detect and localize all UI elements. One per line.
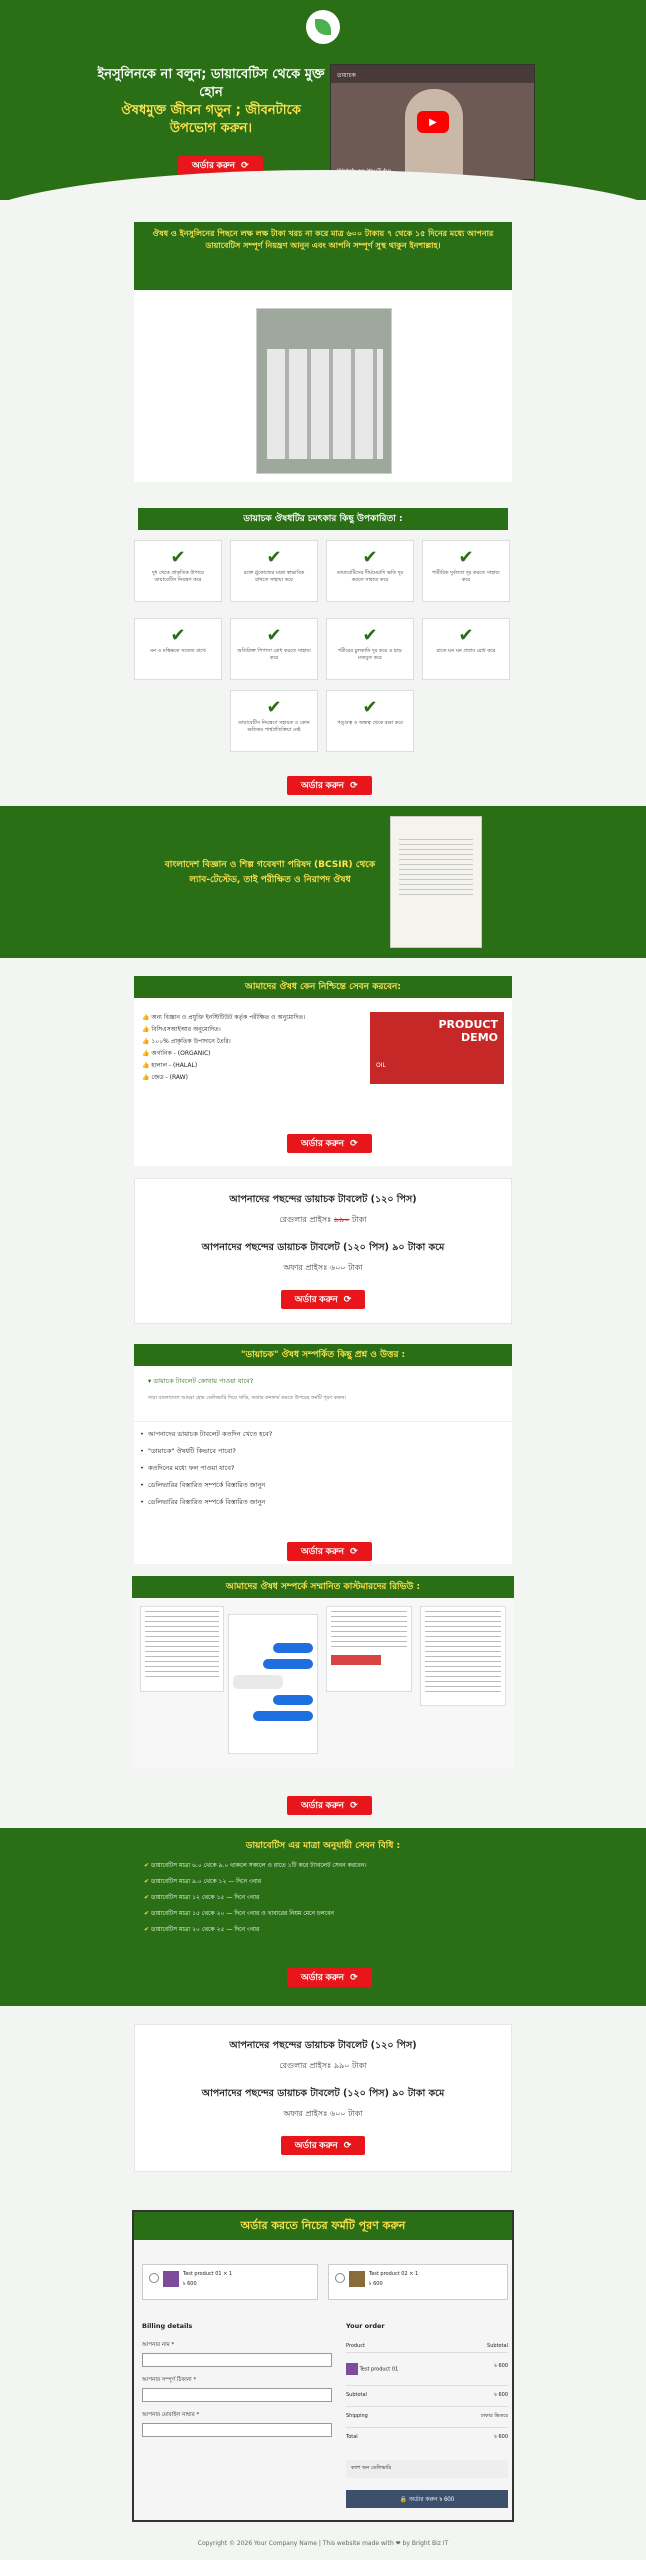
reviews-collage: [132, 1598, 514, 1768]
cart-icon: ⟳: [350, 780, 358, 790]
offer2-line2: আপনাদের পছন্দের ডায়াচক টাবলেট (১২০ পিস) ৯০ টাকা কমে: [201, 2088, 445, 2099]
why-list: [142, 1012, 362, 1084]
why-heading: আমাদের ঔষধ কেন নিশ্চিন্তে সেবন করবেন:: [134, 976, 512, 998]
check-icon: ✔: [266, 547, 282, 568]
order-title: Your order: [346, 2322, 385, 2330]
offer1-order-button[interactable]: অর্ডার করুন ⟳: [281, 1290, 366, 1309]
benefit-item: [230, 540, 318, 602]
thumbs-up-icon: 👍: [142, 1038, 150, 1045]
faq-question[interactable]: • ডেলিভারির বিস্তারিত সম্পর্কে বিস্তারিত জানুন: [134, 1494, 512, 1511]
why-item: 👍 ১০০% প্রাকৃতিক উপাদানে তৈরি।: [142, 1038, 231, 1045]
benefit-item: [230, 690, 318, 752]
check-icon: ✔: [170, 547, 186, 568]
name-input[interactable]: [142, 2353, 332, 2367]
rules-list: [144, 1858, 524, 1938]
offer2-line1: আপনাদের পছন্দের ডায়াচক টাবলেট (১২০ পিস): [229, 2040, 417, 2051]
name-label: আপনার নাম *: [142, 2342, 175, 2348]
check-icon: ✔: [362, 697, 378, 718]
product-radio[interactable]: [149, 2273, 159, 2283]
video-thumbnail-person: [405, 89, 463, 181]
cart-icon: ⟳: [241, 160, 249, 170]
youtube-video[interactable]: [330, 64, 535, 180]
checkout-section: [132, 2210, 514, 2522]
thumbs-up-icon: 👍: [142, 1014, 150, 1021]
check-icon: ✔: [362, 625, 378, 646]
cart-icon: ⟳: [350, 1972, 358, 1982]
benefit-item: [326, 690, 414, 752]
rule-item: ✔ ডায়াবেটিস মাত্রা ৬.০ থেকে ৯.০ থাকলে সকালে ও রাতে ১টি করে ট্যাবলেট সেবন করবেন।: [144, 1862, 367, 1869]
play-icon[interactable]: ▶: [417, 111, 449, 133]
offer1-line1: আপনাদের পছন্দের ডায়াচক টাবলেট (১২০ পিস): [229, 1194, 417, 1205]
footer-text: Copyright © 2026 Your Company Name | This website made with ❤ by Bright Biz IT: [197, 2540, 449, 2547]
faq-heading: "ডায়াচক" ঔষধ সম্পর্কিত কিছু প্রশ্ন ও উত্তর :: [134, 1344, 512, 1366]
offer-card-2: [134, 2024, 512, 2172]
benefit-item: [422, 618, 510, 680]
certificate-section: [0, 806, 646, 958]
benefit-text: দুধ থেকে প্রাকৃতিক উপায়ে ডায়াবেটিস নিয়ন্ত্রণ করে: [151, 570, 205, 583]
phone-label: আপনার মোবাইল নাম্বার *: [142, 2412, 200, 2418]
certificate-text: বাংলাদেশ বিজ্ঞান ও শিল্প গবেষণা পরিষদ (BCSIR) থেকে ল্যাব-টেস্টেড, তাই পরীক্ষিত ও নিরাপদ ঔষধ: [164, 860, 376, 885]
phone-input[interactable]: [142, 2423, 332, 2437]
rule-item: ✔ ডায়াবেটিস মাত্রা ২০ থেকে ২৫ — দিনে ৩বার: [144, 1926, 260, 1933]
rules-order-button[interactable]: অর্ডার করুন ⟳: [287, 1968, 372, 1987]
product-image: [256, 308, 392, 474]
offer1-line2: আপনাদের পছন্দের ডায়াচক টাবলেট (১২০ পিস) ৯০ টাকা কমে: [201, 1242, 445, 1253]
thumbs-up-icon: 👍: [142, 1062, 150, 1069]
payment-method[interactable]: ক্যাশ অন ডেলিভারি: [346, 2460, 508, 2478]
product-radio[interactable]: [335, 2273, 345, 2283]
certificate-image: [390, 816, 482, 948]
check-circle-icon: ✔: [144, 1910, 150, 1917]
cart-icon: ⟳: [350, 1800, 358, 1810]
check-circle-icon: ✔: [144, 1862, 150, 1869]
hero-title-line2: ঔষধমুক্ত জীবন গড়ুন ; জীবনটাকে উপভোগ করুন।: [121, 103, 301, 136]
cart-icon: ⟳: [350, 1138, 358, 1148]
offer1-regular-price: রেগুলার প্রাইসঃ ৯৯০ টাকা: [279, 1215, 367, 1224]
checkout-heading: অর্ডার করতে নিচের ফর্মটি পূরণ করুন: [134, 2212, 512, 2240]
benefit-item: [326, 618, 414, 680]
benefit-text: ডায়াবেটিসের দীর্ঘমেয়াদি ক্ষতি দূর করতে সাহায্য করে: [336, 570, 404, 583]
check-circle-icon: ✔: [144, 1878, 150, 1885]
why-card: [134, 976, 512, 1166]
check-icon: ✔: [170, 625, 186, 646]
product-option-1[interactable]: Test product 01 × 1 ৳ 600: [142, 2264, 318, 2300]
why-item: 👍 অর্গানিক - (ORGANIC): [142, 1050, 211, 1057]
rule-item: ✔ ডায়াবেটিস মাত্রা ১২ থেকে ১৫ — দিনে ৩বার: [144, 1894, 260, 1901]
check-icon: ✔: [266, 697, 282, 718]
faq-question[interactable]: • "ডায়াচক" ঔষধটি কিভাবে পাবো?: [134, 1443, 512, 1460]
benefit-text: ডায়াবেটিস নিয়ন্ত্রণে সহায়ক ও কোন ক্ষতিকর পার্শ্বপ্রতিক্রিয়া নেই: [238, 720, 310, 733]
benefit-item: [230, 618, 318, 680]
benefit-text: শারীরিক দুর্বলতা দূর করতে সাহায্য করে: [432, 570, 500, 583]
offer2-offer-price: অফার প্রাইসঃ ৬০০ টাকা: [283, 2109, 363, 2118]
hero-order-button[interactable]: অর্ডার করুন ⟳: [178, 156, 263, 175]
intro-banner: ঔষধ ও ইনসুলিনের পিছনে লক্ষ লক্ষ টাকা খরচ না করে মাত্র ৬০০ টাকায় ৭ থেকে ১৫ দিনের মধ্যে আপনার ডায়াবেটিস সম্পূর্ণ নিয়ন্ত্রণ আনুন এবং আপনি সম্পূর্ণ সুস্থ থাকুন ইনশাল্লাহ।: [134, 222, 512, 290]
hero-title: [96, 66, 326, 138]
review-chat: [228, 1614, 318, 1754]
product-thumb: [163, 2271, 179, 2287]
review-card: [140, 1606, 224, 1692]
offer-card-1: [134, 1178, 512, 1324]
rules-section: [0, 1828, 646, 2006]
check-circle-icon: ✔: [144, 1894, 150, 1901]
faq-question[interactable]: • ডেলিভারির বিস্তারিত সম্পর্কে বিস্তারিত জানুন: [134, 1477, 512, 1494]
thumbs-up-icon: 👍: [142, 1074, 150, 1081]
why-order-button[interactable]: অর্ডার করুন ⟳: [287, 1134, 372, 1153]
offer1-offer-price: অফার প্রাইসঃ ৬০০ টাকা: [283, 1263, 363, 1272]
product-thumb: [349, 2271, 365, 2287]
why-item: 👍 অন্য বিজ্ঞান ও প্রযুক্তি ইনস্টিটিউট কর্তৃক পরীক্ষিত ও অনুমোদিত।: [142, 1014, 306, 1021]
benefits-heading: ডায়াচক ঔষধটির চমৎকার কিছু উপকারিতা :: [138, 508, 508, 530]
benefits-order-button[interactable]: অর্ডার করুন ⟳: [287, 776, 372, 795]
check-icon: ✔: [458, 547, 474, 568]
benefit-item: [134, 540, 222, 602]
faq-card: [134, 1344, 512, 1564]
reviews-heading: আমাদের ঔষধ সম্পর্কে সম্মানিত কাস্টমারদের রিভিউ :: [132, 1576, 514, 1598]
check-icon: ✔: [362, 547, 378, 568]
benefit-text: মন ও মস্তিষ্ককে সতেজ রাখে: [150, 648, 206, 654]
cart-icon: ⟳: [343, 1294, 352, 1304]
check-icon: ✔: [266, 625, 282, 646]
billing-title: Billing details: [142, 2322, 193, 2330]
why-item: 👍 হালাল - (HALAL): [142, 1062, 198, 1069]
benefit-text: পঙ্গুত্ব ও অন্ধত্ব থেকে রক্ষা করে: [337, 720, 403, 726]
review-card: [420, 1606, 506, 1706]
check-icon: ✔: [458, 625, 474, 646]
faq-list: [134, 1426, 512, 1511]
address-input[interactable]: [142, 2388, 332, 2402]
brand-logo: [306, 10, 340, 44]
video-title: ডায়াচক: [331, 65, 534, 83]
benefit-text: শরীরের চুলকানি দূর করে ও হাড় মজবুত করে: [338, 648, 402, 661]
benefit-text: অতিরিক্ত পিপাসা রোধ করতে সাহায্য করে: [237, 648, 311, 661]
faq-order-button[interactable]: অর্ডার করুন ⟳: [287, 1542, 372, 1561]
billing-details: [142, 2322, 332, 2437]
benefit-item: [134, 618, 222, 680]
rules-heading: ডায়াবেটিস এর মাত্রা অনুযায়ী সেবন বিধি :: [245, 1841, 401, 1851]
thumbs-up-icon: 👍: [142, 1050, 150, 1057]
order-summary: Your order Product Subtotal Test product 01 ৳ 600 Subtotal ৳ 600 Shipping ঢাকার ভিতরে Total ৳ 600 ক্যাশ অন ডেলিভারি 🔒 অর্ডার করুন ৳ 600: [346, 2322, 508, 2508]
review-card: [326, 1606, 412, 1692]
reviews-order-button[interactable]: অর্ডার করুন ⟳: [287, 1796, 372, 1815]
faq-question[interactable]: • আপনাদের ডায়াচক টাবলেট কতদিন খেতে হবে?: [134, 1426, 512, 1443]
address-label: আপনার সম্পূর্ণ ঠিকানা *: [142, 2377, 197, 2383]
place-order-button[interactable]: 🔒 অর্ডার করুন ৳ 600: [346, 2490, 508, 2508]
offer2-order-button[interactable]: অর্ডার করুন ⟳: [281, 2136, 366, 2155]
benefit-item: [422, 540, 510, 602]
benefit-text: রাতে ঘন ঘন প্রস্রাব রোধ করে: [436, 648, 496, 654]
check-circle-icon: ✔: [144, 1926, 150, 1933]
hero-title-line1: ইনসুলিনকে না বলুন; ডায়াবেটিস থেকে মুক্ত হোন: [97, 67, 325, 100]
faq-open-answer: সারা বাংলাদেশে আমরা হোম ডেলিভারি দিয়ে থাকি, অর্ডার কনফার্ম করতে উপরের ফর্মটি পূরণ করুন।: [134, 1388, 512, 1422]
benefit-text: রক্তে গ্লুকোজের মাত্রা স্বাভাবিক রাখতে সাহায্য করে: [243, 570, 305, 583]
why-item: 👍 বিসিএসআইআর অনুমোদিত।: [142, 1026, 221, 1033]
cart-icon: ⟳: [343, 2140, 352, 2150]
product-option-2[interactable]: Test product 02 × 1 ৳ 600: [328, 2264, 508, 2300]
why-item: 👍 জেড - (RAW): [142, 1074, 188, 1081]
product-demo-image: PRODUCT DEMO OIL: [370, 1012, 504, 1084]
offer2-regular-price: রেগুলার প্রাইসঃ ৯৯০ টাকা: [279, 2061, 367, 2070]
benefit-item: [326, 540, 414, 602]
intro-card: [134, 222, 512, 482]
faq-open-question[interactable]: ▾ ডায়াচক টাবলেট কোথায় পাওয়া যাবে?: [148, 1377, 254, 1385]
faq-question[interactable]: • কতদিনের মধ্যে ফল পাওয়া যাবে?: [134, 1460, 512, 1477]
thumbs-up-icon: 👍: [142, 1026, 150, 1033]
cart-icon: ⟳: [350, 1546, 358, 1556]
rule-item: ✔ ডায়াবেটিস মাত্রা ১৫ থেকে ২০ — দিনে ৩বার ও খাবারের নিয়ম মেনে চলবেন: [144, 1910, 334, 1917]
rule-item: ✔ ডায়াবেটিস মাত্রা ৯.০ থেকে ১২ — দিনে ৩বার: [144, 1878, 262, 1885]
lock-icon: 🔒: [399, 2496, 408, 2503]
